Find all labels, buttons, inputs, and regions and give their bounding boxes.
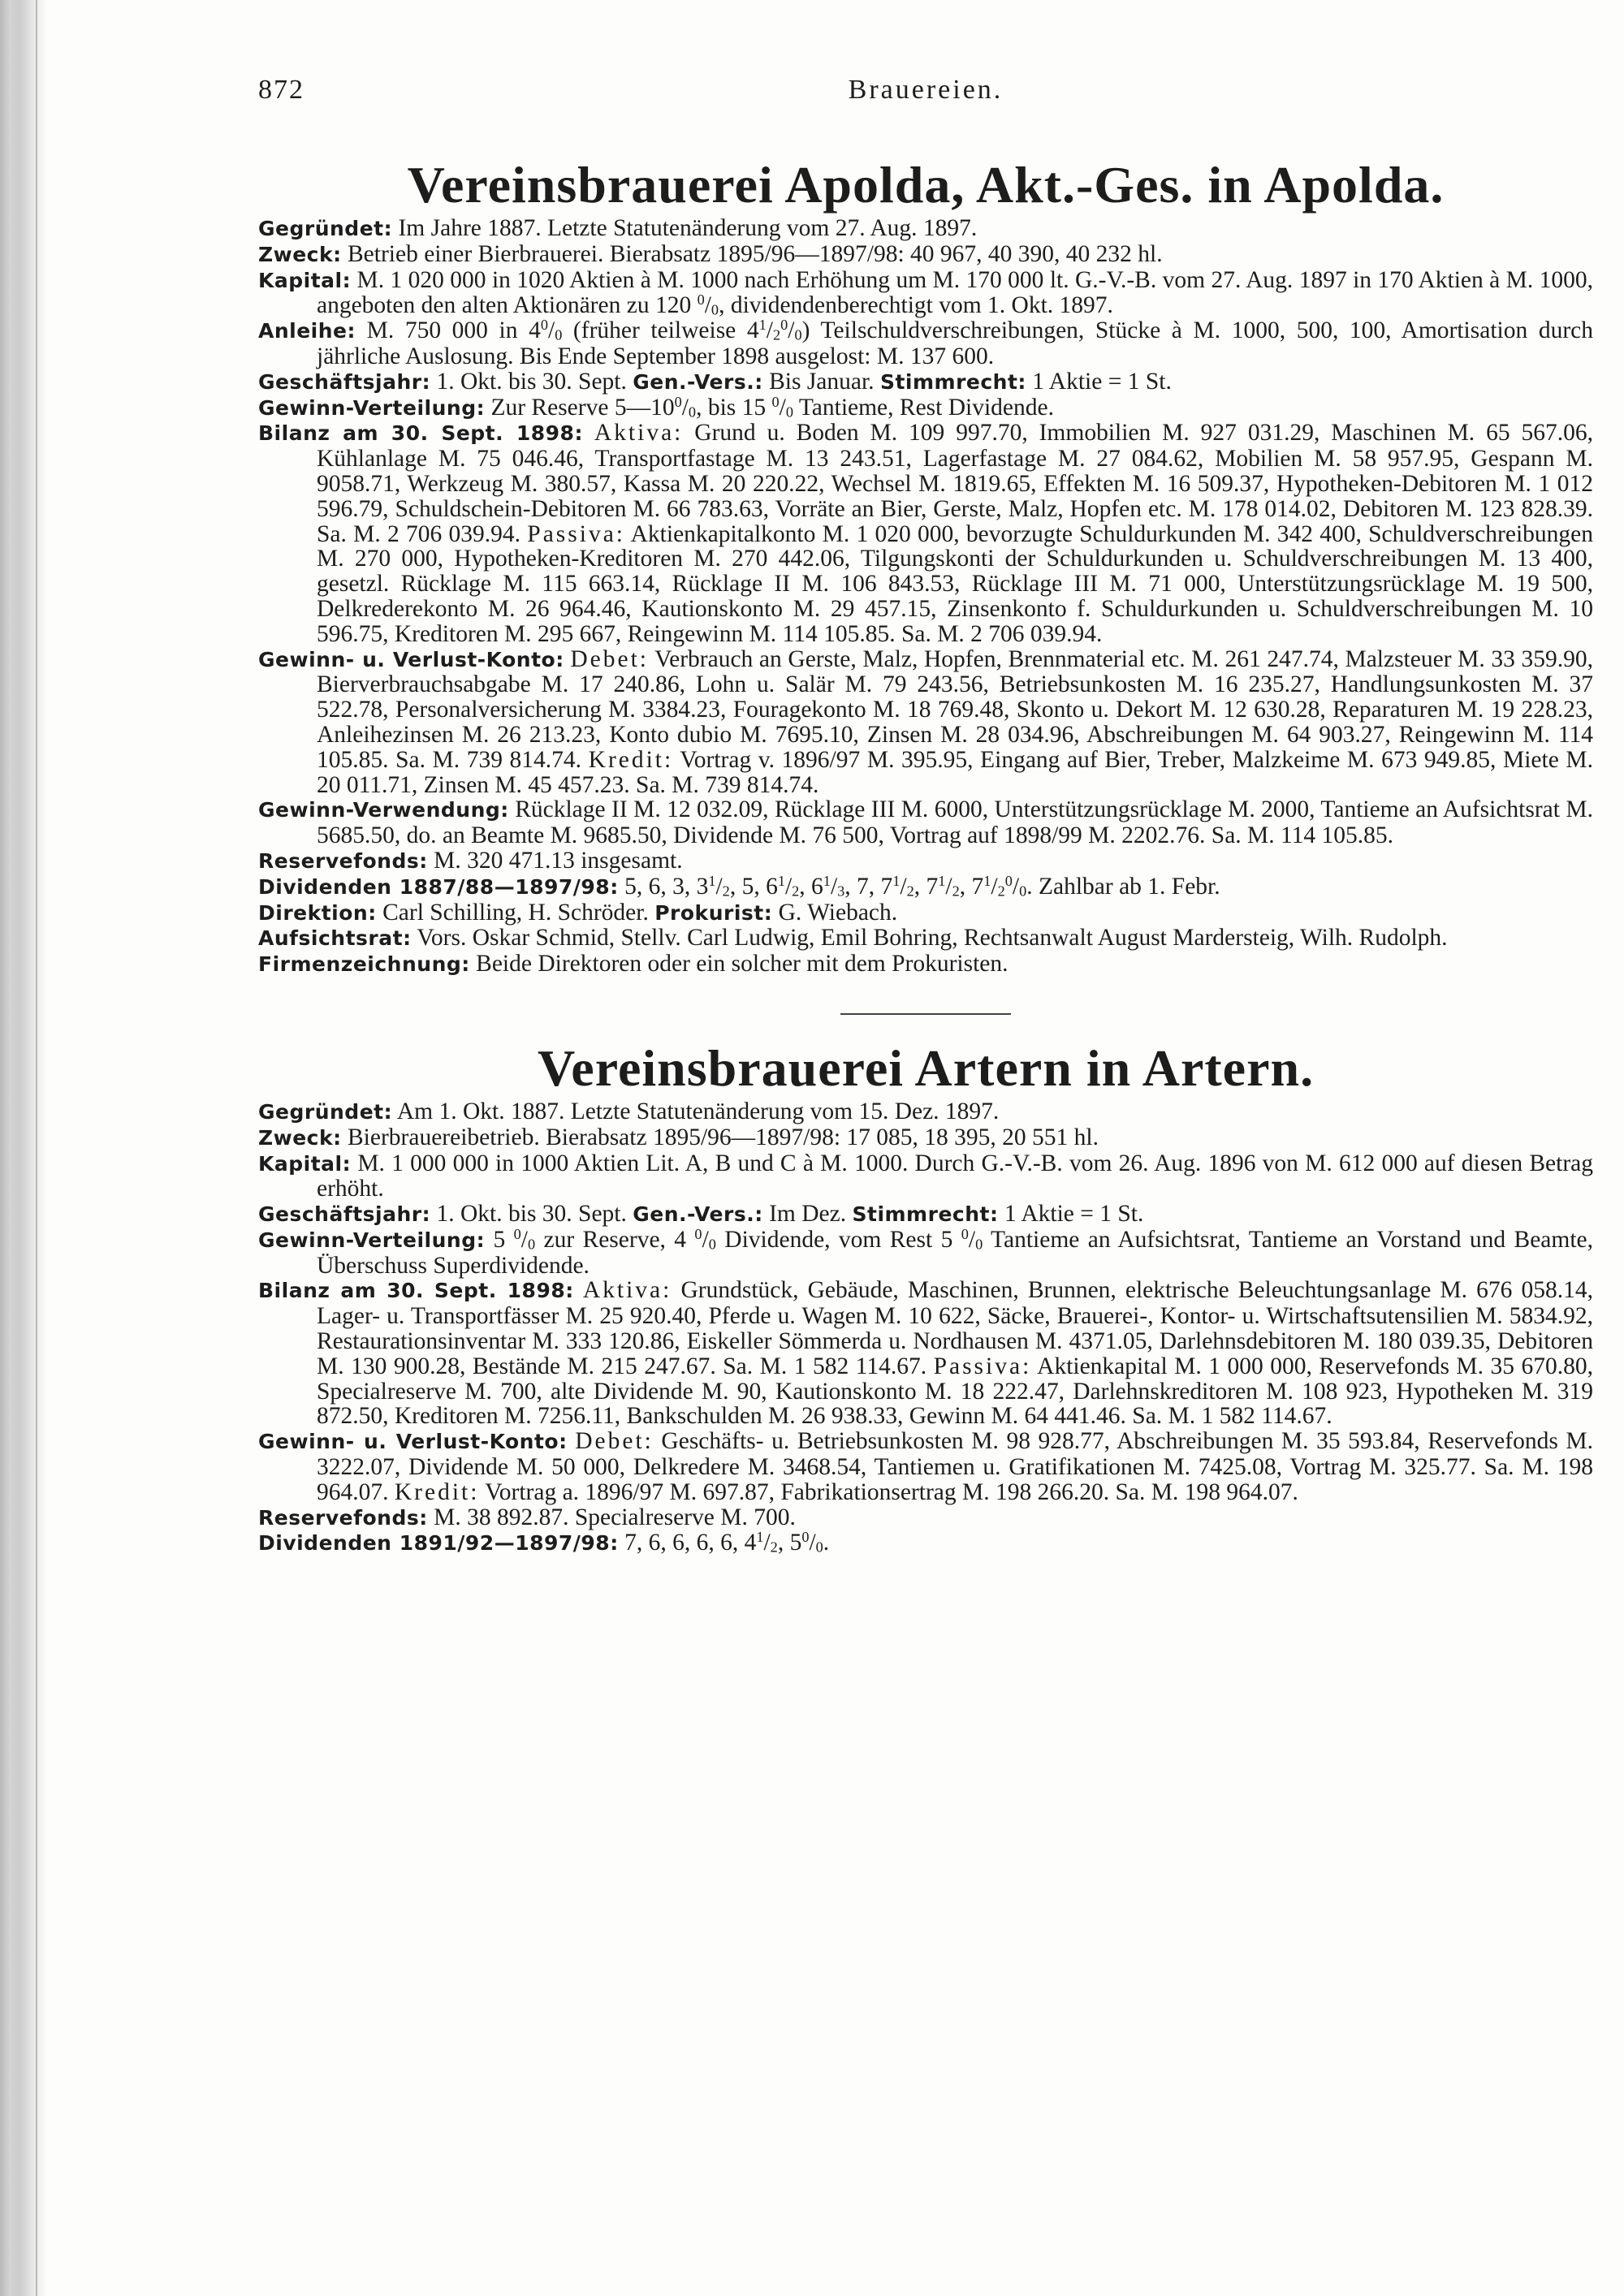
running-head-title: Brauereien. — [848, 75, 1004, 105]
entry-text: Tantieme an Aufsichtsrat, Tantieme an Vorstand und Beamte, Überschuss Superdividende. — [317, 1226, 1593, 1279]
entry-text: / — [779, 394, 786, 421]
entry-text: Im Dez. — [762, 1201, 853, 1228]
fraction-numerator: 0 — [694, 1225, 702, 1242]
entry-text: 7, 6, 6, 6, 6, 4 — [618, 1530, 757, 1556]
entry-paragraph — [258, 216, 1593, 242]
entry-label: Bilanz am 30. Sept. 1898: — [258, 1279, 574, 1303]
fraction-denominator: 0 — [785, 404, 793, 421]
entry-label: Kapital: — [258, 1151, 352, 1176]
entry-paragraph — [258, 268, 1593, 319]
entry-label: Gewinn-Verteilung: — [258, 395, 486, 420]
spaced-subheading: Aktiva: — [582, 1277, 672, 1304]
fraction-denominator: 2 — [952, 883, 960, 900]
entry-paragraph — [258, 1225, 1593, 1279]
entry-paragraph — [258, 1530, 1593, 1556]
entry-text: Carl Schilling, H. Schröder. — [376, 899, 655, 926]
fraction-numerator: 0 — [540, 317, 548, 334]
entry-text: Vors. Oskar Schmid, Stellv. Carl Ludwig, Emil Bohring, Rechtsanwalt August Mardersteig, Wilh. Rudolph. — [411, 925, 1448, 952]
entry-label: Dividenden 1887/88—1897/98: — [258, 874, 619, 899]
entry-text: 5, 6, 3, 3 — [618, 873, 709, 900]
fraction-numerator: 1 — [938, 872, 946, 889]
entry-paragraph — [258, 1151, 1593, 1202]
article-apolda — [258, 154, 1593, 978]
entry-text: 1 Aktie = 1 St. — [1026, 368, 1172, 395]
inline-label: Gen.-Vers.: — [633, 369, 763, 394]
entry-text: , 5 — [777, 1530, 802, 1556]
entry-text: / — [945, 873, 952, 900]
entry-text: , 5, 6 — [729, 873, 778, 900]
entry-text: / — [1012, 873, 1020, 900]
spaced-subheading: Passiva: — [527, 520, 625, 547]
fraction-numerator: 0 — [801, 1529, 810, 1546]
entry-label: Firmenzeichnung: — [258, 952, 470, 977]
entry-paragraph — [258, 421, 1593, 646]
scanned-binding-edge — [0, 0, 47, 2296]
entry-text: / — [766, 317, 773, 344]
entry-label: Gewinn- u. Verlust-Konto: — [258, 647, 564, 671]
entry-paragraph — [258, 848, 1593, 874]
entry-text: / — [763, 1530, 771, 1556]
entry-label: Direktion: — [258, 900, 377, 925]
entry-text: Dividende, vom Rest 5 — [715, 1226, 961, 1253]
entry-text: M. 38 892.87. Specialreserve M. 700. — [427, 1504, 796, 1530]
entry-label: Gewinn-Verwendung: — [258, 798, 509, 822]
entry-text: / — [788, 317, 795, 344]
entry-label: Kapital: — [258, 268, 352, 292]
fraction-denominator: 2 — [722, 883, 730, 900]
section-divider — [840, 1013, 1011, 1015]
entry-text: Beide Direktoren oder ein solcher mit dem Prokuristen. — [469, 951, 1009, 978]
fraction-numerator: 1 — [758, 317, 767, 334]
entry-text: / — [991, 873, 998, 900]
entry-text: . — [823, 1530, 830, 1556]
fraction-denominator: 0 — [555, 326, 563, 343]
fraction-denominator: 0 — [975, 1236, 983, 1253]
entry-text: / — [784, 873, 793, 900]
fraction-numerator: 0 — [513, 1225, 521, 1242]
entry-label: Anleihe: — [258, 319, 356, 343]
entry-text: M. 1 000 000 in 1000 Aktien Lit. A, B und C à M. 1000. Durch G.-V.-B. vom 26. Aug. 1896 von M. 612 000 auf diesen Betrag erhöht. — [317, 1150, 1593, 1202]
entry-text: Tantieme, Rest Dividende. — [793, 394, 1054, 421]
entry-text: Grund u. Boden M. 109 997.70, Immobilien M. 927 031.29, Maschinen M. 65 567.06, Kühlanlage M. 75 046.46, Transportfastage M. 13 243.51, Lagerfastage M. 27 084.62, Mobilien M. 58 957.95, Gespann M. 9058.71, Werkzeug M. 380.57, Kassa M. 20 220.22, Wechsel M. 1819.65, Effekten M. 16 509.37, Hypotheken-Debitoren M. 1 012 596.79, Schuldschein-Debitoren M. 66 783.63, Vorräte an Bier, Gerste, Malz, Hopfen etc. M. 178 014.02, Debitoren M. 123 828.39. Sa. M. 2 706 039.94. — [317, 420, 1593, 547]
entry-text: Vortrag a. 1896/97 M. 697.87, Fabrikationsertrag M. 198 266.20. Sa. M. 198 964.07. — [479, 1478, 1298, 1505]
entry-label: Gewinn-Verteilung: — [258, 1228, 486, 1252]
inline-label: Gen.-Vers.: — [633, 1202, 763, 1227]
entry-text: M. 750 000 in 4 — [356, 317, 541, 344]
entry-text: Am 1. Okt. 1887. Letzte Statutenänderung vom 15. Dez. 1897. — [392, 1098, 1000, 1124]
entry-paragraph — [258, 874, 1593, 900]
entry-label: Gegründet: — [258, 1099, 393, 1124]
article-artern — [258, 1038, 1593, 1556]
entry-text: / — [702, 1226, 709, 1253]
spaced-subheading: Kredit: — [588, 746, 674, 773]
entry-text: Geschäfts- u. Betriebsunkosten M. 98 928.77, Abschreibungen M. 35 593.84, Reservefonds M. 3222.07, Dividende M. 50 000, Delkredere M. 3468.54, Tantiemen u. Gratifikationen M. 7425.08, Vortrag M. 325.77. Sa. M. 198 964.07. — [317, 1428, 1594, 1505]
entry-label: Aufsichtsrat: — [258, 926, 412, 951]
entry-text: Grundstück, Gebäude, Maschinen, Brunnen, elektrische Beleuchtungsanlage M. 676 058.14, Lager- u. Transportfässer M. 25 920.40, Pferde u. Wagen M. 10 622, Säcke, Brauerei-, Kontor- u. Wirtschaftsutensilien M. 5834.92, Restaurationsinventar M. 333 120.86, Eiskeller Sömmerda u. Nordhausen M. 4371.05, Darlehnsdebitoren M. 180 039.35, Debitoren M. 130 900.28, Bestände M. 215 247.67. Sa. M. 1 582 114.67. — [317, 1277, 1593, 1379]
entry-label: Gewinn- u. Verlust-Konto: — [258, 1430, 568, 1454]
entry-list — [258, 1099, 1593, 1556]
entry-label: Geschäftsjahr: — [258, 369, 431, 394]
fraction-numerator: 0 — [697, 291, 705, 309]
entry-text: / — [547, 317, 555, 344]
entry-text: / — [830, 873, 838, 900]
entry-text: . Zahlbar ab 1. Febr. — [1026, 873, 1220, 900]
fraction-numerator: 0 — [771, 393, 780, 410]
entry-paragraph — [258, 242, 1593, 268]
fraction-numerator: 1 — [756, 1529, 764, 1546]
entry-label: Reservefonds: — [258, 1505, 428, 1530]
entry-text — [568, 1428, 576, 1454]
article-title: Vereinsbrauerei Artern in Artern. — [537, 1038, 1315, 1097]
spaced-subheading: Debet: — [570, 645, 649, 672]
entry-paragraph — [258, 926, 1593, 952]
binding-shadow-line — [36, 0, 37, 2296]
entry-text: G. Wiebach. — [772, 899, 898, 926]
fraction-numerator: 1 — [708, 872, 716, 889]
entry-text: , 7 — [914, 873, 939, 900]
entry-label: Gegründet: — [258, 217, 393, 240]
fraction-denominator: 2 — [792, 883, 800, 900]
entry-paragraph — [258, 1429, 1593, 1504]
entry-text: (früher teilweise 4 — [562, 317, 759, 344]
fraction-denominator: 2 — [997, 883, 1005, 900]
entry-paragraph — [258, 369, 1593, 395]
entry-text: Zur Reserve 5—10 — [485, 394, 675, 421]
fraction-denominator: 0 — [794, 326, 802, 343]
entry-paragraph — [258, 318, 1593, 369]
fraction-numerator: 0 — [674, 393, 682, 410]
entry-text: Vortrag v. 1896/97 M. 395.95, Eingang auf Bier, Treber, Malzkeime M. 673 949.85, Miete M. 20 011.71, Zinsen M. 45 457.23. Sa. M. 739 814.74. — [317, 746, 1593, 798]
fraction-numerator: 0 — [961, 1225, 969, 1242]
entry-text: / — [520, 1226, 528, 1253]
entry-text: / — [681, 394, 689, 421]
fraction-numerator: 1 — [983, 872, 991, 889]
entry-text: / — [900, 873, 907, 900]
entry-label: Geschäftsjahr: — [258, 1202, 431, 1227]
page-number: 872 — [258, 75, 304, 105]
entry-text: 1. Okt. bis 30. Sept. — [430, 1201, 633, 1228]
running-header — [258, 75, 1593, 123]
entry-label: Dividenden 1891/92—1897/98: — [258, 1531, 619, 1556]
entry-label: Zweck: — [258, 242, 342, 266]
entry-text: , 7, 7 — [844, 873, 893, 900]
fraction-denominator: 0 — [1019, 883, 1027, 900]
fraction-numerator: 1 — [777, 872, 785, 889]
fraction-numerator: 0 — [780, 317, 788, 334]
fraction-denominator: 2 — [906, 883, 914, 900]
entry-paragraph — [258, 797, 1593, 848]
entry-paragraph — [258, 647, 1593, 798]
entry-paragraph — [258, 952, 1593, 978]
entry-label: Zweck: — [258, 1125, 342, 1150]
entry-text — [574, 1277, 583, 1303]
entry-text: M. 320 471.13 insgesamt. — [427, 847, 683, 874]
entry-text: zur Reserve, 4 — [535, 1226, 695, 1253]
entry-text: , bis 15 — [696, 394, 772, 421]
entry-text: , 6 — [799, 873, 823, 900]
entry-text — [583, 420, 594, 446]
fraction-denominator: 0 — [815, 1539, 823, 1556]
fraction-denominator: 2 — [770, 1539, 778, 1556]
entry-list — [258, 216, 1593, 978]
entry-text: , 7 — [959, 873, 984, 900]
fraction-numerator: 0 — [1004, 872, 1013, 889]
fraction-denominator: 0 — [710, 302, 719, 319]
entry-paragraph — [258, 1099, 1593, 1125]
fraction-numerator: 1 — [823, 872, 831, 889]
entry-text: M. 1 020 000 in 1020 Aktien à M. 1000 nach Erhöhung um M. 170 000 lt. G.-V.-B. vom 27. Aug. 1897 in 170 Aktien à M. 1000, angeboten den alten Aktionären zu 120 — [317, 266, 1593, 319]
entry-text: Aktienkapital M. 1 000 000, Reservefonds M. 35 670.80, Specialreserve M. 700, alte Dividende M. 90, Kautionskonto M. 18 222.47, Darlehnskreditoren M. 108 923, Hypotheken M. 319 872.50, Kreditoren M. 7256.11, Bankschulden M. 26 938.33, Gewinn M. 64 441.46. Sa. M. 1 582 114.67. — [317, 1353, 1593, 1430]
entry-text: Im Jahre 1887. Letzte Statutenänderung vom 27. Aug. 1897. — [392, 215, 978, 241]
spaced-subheading: Kredit: — [394, 1478, 480, 1505]
entry-text: 5 — [485, 1226, 514, 1253]
entry-text: Rücklage II M. 12 032.09, Rücklage III M. 6000, Unterstützungsrücklage M. 2000, Tantieme an Aufsichtsrat M. 5685.50, do. an Beamte M. 9685.50, Dividende M. 76 500, Vortrag auf 1898/99 M. 2202.76. Sa. M. 114 105.85. — [317, 796, 1593, 849]
entry-text: Betrieb einer Bierbrauerei. Bierabsatz 1895/96—1897/98: 40 967, 40 390, 40 232 hl. — [341, 240, 1163, 267]
entry-paragraph — [258, 900, 1593, 926]
spaced-subheading: Debet: — [575, 1428, 654, 1455]
fraction-denominator: 0 — [708, 1236, 716, 1253]
entry-text: Bierbrauereibetrieb. Bierabsatz 1895/96—1897/98: 17 085, 18 395, 20 551 hl. — [341, 1124, 1099, 1150]
fraction-denominator: 0 — [688, 404, 697, 421]
inline-label: Stimmrecht: — [852, 1202, 999, 1227]
entry-paragraph — [258, 1202, 1593, 1228]
entry-text: Aktienkapitalkonto M. 1 020 000, bevorzugte Schuldurkunden M. 342 400, Schuldverschreibungen M. 270 000, Hypotheken-Kreditoren M. 270 442.06, Tilgungskonti der Schuldurkunden u. Schuldverschreibungen M. 13 400, gesetzl. Rücklage M. 115 663.14, Rücklage II M. 106 843.53, Rücklage III M. 71 000, Unterstützungsrücklage M. 19 500, Delkrederekonto M. 26 964.46, Kautionskonto M. 29 457.15, Zinsenkonto f. Schuldurkunden u. Schuldverschreibungen M. 10 596.75, Kreditoren M. 295 667, Reingewinn M. 114 105.85. Sa. M. 2 706 039.94. — [317, 520, 1593, 647]
entry-paragraph — [258, 395, 1593, 421]
fraction-denominator: 3 — [837, 883, 845, 900]
entry-label: Reservefonds: — [258, 848, 428, 873]
entry-text: Bis Januar. — [762, 368, 880, 395]
entry-text: 1. Okt. bis 30. Sept. — [430, 368, 633, 395]
spaced-subheading: Passiva: — [933, 1353, 1032, 1379]
entry-paragraph — [258, 1278, 1593, 1429]
entry-text: / — [704, 292, 711, 319]
book-page — [258, 75, 1593, 1556]
entry-paragraph — [258, 1125, 1593, 1151]
entry-label: Bilanz am 30. Sept. 1898: — [258, 421, 583, 446]
fraction-numerator: 1 — [892, 872, 901, 889]
entry-text: ) Teilschuldverschreibungen, Stücke à M. 1000, 500, 100, Amortisation durch jährliche Auslosung. Bis Ende September 1898 ausgelost: M. 137 600. — [317, 317, 1593, 369]
entry-text: / — [715, 873, 723, 900]
entry-text: , dividendenberechtigt vom 1. Okt. 1897. — [719, 292, 1113, 319]
article-title: Vereinsbrauerei Apolda, Akt.-Ges. in Apolda. — [407, 156, 1445, 214]
entry-paragraph — [258, 1505, 1593, 1531]
inline-label: Prokurist: — [654, 900, 773, 925]
entry-text: / — [809, 1530, 816, 1556]
inline-label: Stimmrecht: — [879, 369, 1026, 394]
entry-text: 1 Aktie = 1 St. — [998, 1201, 1144, 1228]
entry-text: Verbrauch an Gerste, Malz, Hopfen, Brennmaterial etc. M. 261 247.74, Malzsteuer M. 33 359.90, Bierverbrauchsabgabe M. 17 240.86, Lohn u. Salär M. 79 243.56, Betriebsunkosten M. 16 235.27, Handlungsunkosten M. 37 522.78, Personalversicherung M. 3384.23, Fouragekonto M. 18 769.48, Skonto u. Dekort M. 12 630.28, Reparaturen M. 19 228.23, Anleihezinsen M. 26 213.23, Konto dubio M. 7695.10, Zinsen M. 28 034.96, Abschreibungen M. 64 903.27, Reingewinn M. 114 105.85. Sa. M. 739 814.74. — [317, 645, 1594, 773]
spaced-subheading: Aktiva: — [594, 420, 684, 447]
fraction-denominator: 2 — [772, 326, 781, 343]
entry-text: / — [968, 1226, 976, 1253]
fraction-denominator: 0 — [527, 1236, 536, 1253]
